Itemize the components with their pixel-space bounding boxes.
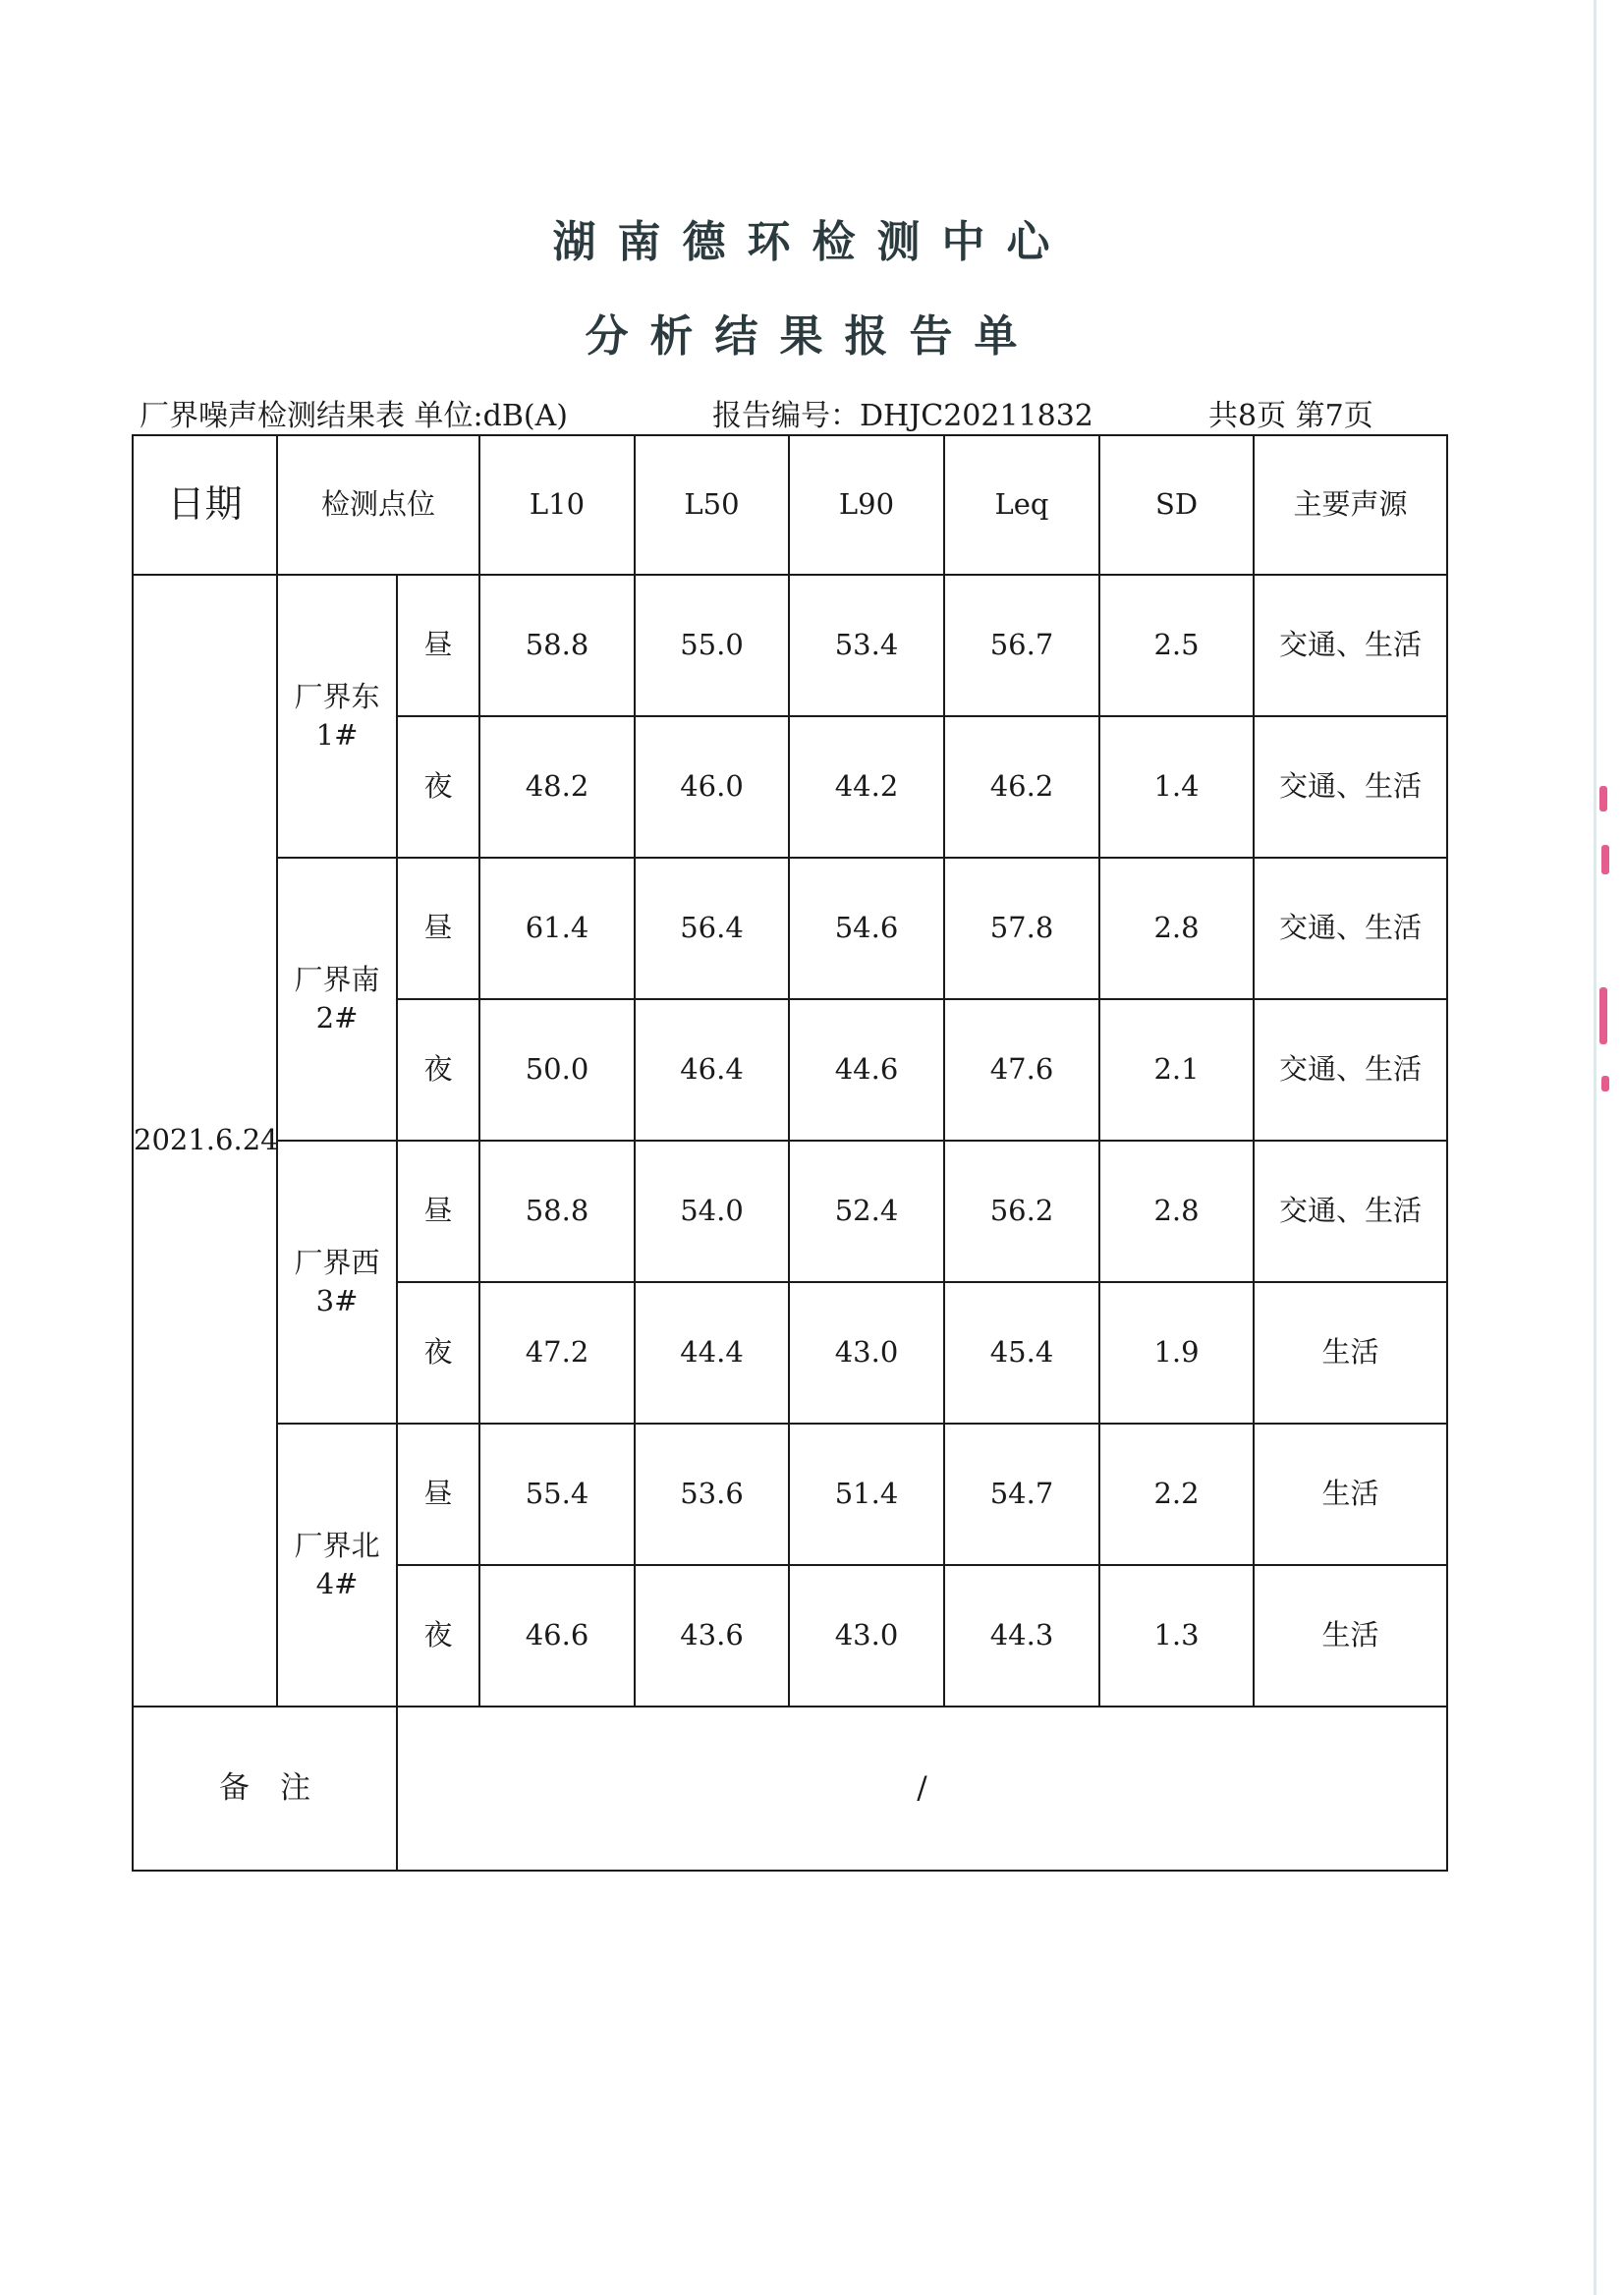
stamp-mark (1599, 786, 1607, 812)
point-code: 1# (315, 718, 359, 752)
source-cell: 生活 (1254, 1424, 1447, 1565)
remark-row (133, 1707, 1447, 1871)
value-cell-l50: 43.6 (635, 1565, 789, 1707)
value-cell-sd: 2.1 (1099, 999, 1254, 1141)
stamp-mark (1601, 1076, 1609, 1092)
header-point: 检测点位 (277, 435, 479, 575)
point-name: 厂界西 (294, 1245, 380, 1279)
period-cell: 夜 (397, 1565, 479, 1707)
point-name: 厂界南 (294, 962, 380, 996)
table-title: 厂界噪声检测结果表 单位:dB(A) (140, 399, 568, 433)
value-cell-leq: 54.7 (944, 1424, 1099, 1565)
value-cell-sd: 2.8 (1099, 1141, 1254, 1282)
period-cell: 夜 (397, 999, 479, 1141)
header-date: 日期 (133, 435, 277, 575)
remark-value: / (397, 1707, 1447, 1871)
org-title: 湖南德环检测中心 (552, 217, 1072, 267)
value-cell-l10: 55.4 (479, 1424, 635, 1565)
value-cell-l90: 53.4 (789, 575, 944, 716)
value-cell-leq: 47.6 (944, 999, 1099, 1141)
value-cell-l50: 54.0 (635, 1141, 789, 1282)
value-cell-leq: 46.2 (944, 716, 1099, 858)
point-cell (277, 1141, 397, 1424)
point-cell (277, 1424, 397, 1707)
value-cell-l50: 46.4 (635, 999, 789, 1141)
value-cell-l90: 43.0 (789, 1282, 944, 1424)
report-number: 报告编号：DHJC20211832 (712, 399, 1093, 433)
value-cell-l90: 44.6 (789, 999, 944, 1141)
value-cell-sd: 1.4 (1099, 716, 1254, 858)
header-l10: L10 (479, 435, 635, 575)
period-cell: 昼 (397, 1424, 479, 1565)
header-source: 主要声源 (1254, 435, 1447, 575)
value-cell-leq: 56.7 (944, 575, 1099, 716)
source-cell: 交通、生活 (1254, 858, 1447, 999)
value-cell-leq: 57.8 (944, 858, 1099, 999)
period-cell: 昼 (397, 1141, 479, 1282)
period-cell: 夜 (397, 716, 479, 858)
value-cell-l10: 58.8 (479, 575, 635, 716)
value-cell-l90: 51.4 (789, 1424, 944, 1565)
value-cell-l90: 52.4 (789, 1141, 944, 1282)
header-sd: SD (1099, 435, 1254, 575)
value-cell-l90: 44.2 (789, 716, 944, 858)
source-cell: 交通、生活 (1254, 1141, 1447, 1282)
point-code: 4# (315, 1567, 359, 1600)
point-name: 厂界北 (294, 1528, 380, 1562)
stamp-mark (1601, 845, 1609, 874)
point-code: 3# (315, 1284, 359, 1317)
value-cell-l10: 50.0 (479, 999, 635, 1141)
table-header-row (133, 435, 1447, 575)
source-cell: 生活 (1254, 1282, 1447, 1424)
table-row (133, 575, 1447, 716)
source-cell: 交通、生活 (1254, 716, 1447, 858)
point-cell (277, 575, 397, 858)
point-cell (277, 858, 397, 1141)
value-cell-l10: 61.4 (479, 858, 635, 999)
value-cell-l50: 56.4 (635, 858, 789, 999)
value-cell-l10: 46.6 (479, 1565, 635, 1707)
point-name: 厂界东 (294, 679, 380, 713)
period-cell: 昼 (397, 858, 479, 999)
value-cell-l50: 55.0 (635, 575, 789, 716)
value-cell-l90: 43.0 (789, 1565, 944, 1707)
value-cell-sd: 1.3 (1099, 1565, 1254, 1707)
header-leq: Leq (944, 435, 1099, 575)
value-cell-leq: 45.4 (944, 1282, 1099, 1424)
date-cell: 2021.6.24 (133, 575, 277, 1707)
value-cell-sd: 2.2 (1099, 1424, 1254, 1565)
value-cell-l50: 44.4 (635, 1282, 789, 1424)
value-cell-l10: 48.2 (479, 716, 635, 858)
period-cell: 夜 (397, 1282, 479, 1424)
header-l90: L90 (789, 435, 944, 575)
value-cell-l10: 58.8 (479, 1141, 635, 1282)
remark-label: 备 注 (133, 1707, 397, 1871)
value-cell-l50: 46.0 (635, 716, 789, 858)
value-cell-leq: 44.3 (944, 1565, 1099, 1707)
value-cell-sd: 2.5 (1099, 575, 1254, 716)
stamp-mark (1599, 987, 1607, 1044)
page-count: 共8页 第7页 (1208, 399, 1373, 433)
source-cell: 交通、生活 (1254, 999, 1447, 1141)
period-cell: 昼 (397, 575, 479, 716)
noise-results-table (132, 434, 1448, 1872)
value-cell-l90: 54.6 (789, 858, 944, 999)
value-cell-sd: 2.8 (1099, 858, 1254, 999)
source-cell: 交通、生活 (1254, 575, 1447, 716)
value-cell-sd: 1.9 (1099, 1282, 1254, 1424)
value-cell-leq: 56.2 (944, 1141, 1099, 1282)
doc-title: 分析结果报告单 (585, 311, 1039, 362)
source-cell: 生活 (1254, 1565, 1447, 1707)
value-cell-l50: 53.6 (635, 1424, 789, 1565)
value-cell-l10: 47.2 (479, 1282, 635, 1424)
point-code: 2# (315, 1001, 359, 1035)
table-row (133, 1141, 1447, 1282)
table-row (133, 1424, 1447, 1565)
header-l50: L50 (635, 435, 789, 575)
table-row (133, 858, 1447, 999)
